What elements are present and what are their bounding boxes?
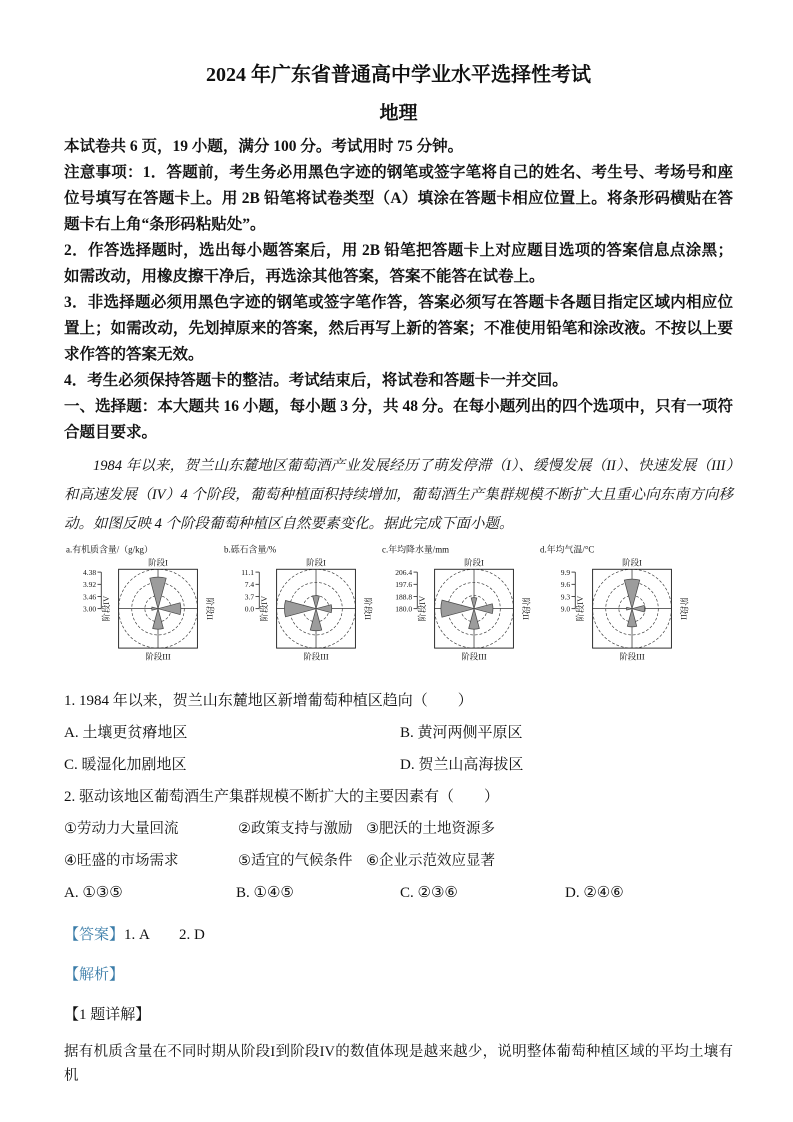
svg-text:188.8: 188.8 <box>395 592 413 602</box>
question-1-text: 1. 1984 年以来，贺兰山东麓地区新增葡萄种植区趋向（ ） <box>64 693 473 709</box>
wedge-阶段IV <box>284 601 316 617</box>
section-header: 一、选择题：本大题共 16 小题，每小题 3 分，共 48 分。在每小题列出的四个选项中，只有一项符合题目要求。 <box>64 398 733 441</box>
notice-paragraph-2: 2．作答选择题时，选出每小题答案后，用 2B 铅笔把答题卡上对应题目选项的答案信息点涂黑；如需改动，用橡皮擦干净后，再选涂其他答案，答案不能答在试卷上。 <box>64 242 733 285</box>
wedge-阶段IV <box>441 600 474 617</box>
svg-text:9.6: 9.6 <box>560 580 571 590</box>
question-1-options <box>64 723 733 776</box>
svg-text:阶段IV: 阶段IV <box>417 595 428 622</box>
svg-text:11.1: 11.1 <box>241 567 255 577</box>
svg-text:206.4: 206.4 <box>395 567 413 577</box>
svg-text:197.6: 197.6 <box>395 580 413 590</box>
svg-text:阶段III: 阶段III <box>461 651 487 662</box>
chart-title: b.砾石含量/% <box>224 544 277 555</box>
radar-chart-b <box>222 543 380 680</box>
notice-paragraph-1: 注意事项：1．答题前，考生务必用黑色字迹的钢笔或签字笔将自己的姓名、考生号、考场号和座位号填写在答题卡上。用 2B 铅笔将试卷类型（A）填涂在答题卡相应位置上。将条形码横贴在答题卡右上角“条形码粘贴处”。 <box>64 164 733 233</box>
svg-text:阶段I: 阶段I <box>464 557 484 568</box>
svg-text:3.00: 3.00 <box>82 604 97 614</box>
svg-text:0.0: 0.0 <box>244 604 255 614</box>
wedge-阶段III <box>310 609 321 631</box>
exam-title: 2024 年广东省普通高中学业水平选择性考试 <box>206 64 591 86</box>
wedge-阶段IV <box>152 607 158 610</box>
wedge-阶段I <box>471 598 477 609</box>
q2-option-a: A. ①③⑤ <box>64 885 123 901</box>
answer-label: 【答案】 <box>64 927 125 943</box>
chart-title: a.有机质含量/（g/kg） <box>66 544 153 555</box>
wedge-阶段III <box>627 609 636 627</box>
q2-option-c: C. ②③⑥ <box>400 885 458 901</box>
subject-title: 地理 <box>379 103 418 124</box>
wedge-阶段II <box>316 605 332 613</box>
question-2-items-row-1 <box>64 819 733 840</box>
svg-text:3.46: 3.46 <box>82 592 97 602</box>
q1-option-a: A. 土壤更贫瘠地区 <box>64 725 188 741</box>
radar-chart-c <box>380 543 538 680</box>
q1-option-b: B. 黄河两侧平原区 <box>400 725 523 741</box>
q2-item-1: ①劳动力大量回流 <box>64 821 179 837</box>
svg-text:阶段IV: 阶段IV <box>575 595 586 622</box>
svg-text:阶段IV: 阶段IV <box>101 595 112 622</box>
svg-text:阶段III: 阶段III <box>145 651 171 662</box>
detail-1-heading: 【1 题详解】 <box>64 1007 151 1023</box>
wedge-阶段II <box>474 604 493 614</box>
wedge-阶段III <box>153 609 164 630</box>
answer-values: 1. A 2. D <box>124 927 205 943</box>
figure-four-radar-charts <box>64 543 733 680</box>
analysis-label: 【解析】 <box>64 967 125 983</box>
svg-text:阶段I: 阶段I <box>622 557 642 568</box>
q2-item-6: ⑥企业示范效应显著 <box>366 853 495 869</box>
svg-text:4.38: 4.38 <box>82 567 97 577</box>
svg-text:阶段I: 阶段I <box>306 557 326 568</box>
svg-text:7.4: 7.4 <box>244 580 255 590</box>
notice-paragraph-3: 3．非选择题必须用黑色字迹的钢笔或签字笔作答，答案必须写在答题卡各题目指定区域内相应位置上；如需改动，先划掉原来的答案，然后再写上新的答案；不准使用铅笔和涂改液。不按以上要求作答的答案无效。 <box>64 294 733 363</box>
wedge-阶段II <box>158 603 181 615</box>
question-2-text: 2. 驱动该地区葡萄酒生产集群规模不断扩大的主要因素有（ ） <box>64 789 500 805</box>
svg-text:9.0: 9.0 <box>560 604 571 614</box>
answer-line <box>64 925 733 946</box>
notice-paragraph-4: 4．考生必须保持答题卡的整洁。考试结束后，将试卷和答题卡一并交回。 <box>64 372 568 389</box>
svg-text:阶段II: 阶段II <box>362 597 373 620</box>
q1-option-c: C. 暖湿化加剧地区 <box>64 757 187 773</box>
svg-text:3.7: 3.7 <box>244 592 255 602</box>
wedge-阶段IV <box>626 607 632 610</box>
q2-item-3: ③肥沃的土地资源多 <box>366 821 495 837</box>
svg-text:阶段III: 阶段III <box>303 651 329 662</box>
svg-text:阶段III: 阶段III <box>619 651 645 662</box>
radar-chart-d <box>538 543 696 680</box>
wedge-阶段I <box>150 577 166 609</box>
chart-title: d.年均气温/°C <box>540 544 595 555</box>
svg-text:阶段IV: 阶段IV <box>259 595 270 622</box>
q2-item-4: ④旺盛的市场需求 <box>64 853 179 869</box>
svg-text:阶段II: 阶段II <box>204 597 215 620</box>
q1-option-d: D. 贺兰山高海拔区 <box>400 757 524 773</box>
wedge-阶段I <box>313 596 320 609</box>
svg-text:阶段II: 阶段II <box>520 597 531 620</box>
svg-text:阶段II: 阶段II <box>678 597 689 620</box>
wedge-阶段I <box>624 579 639 609</box>
q2-option-b: B. ①④⑤ <box>236 885 294 901</box>
svg-text:3.92: 3.92 <box>82 580 97 590</box>
wedge-阶段III <box>469 609 480 630</box>
svg-text:180.0: 180.0 <box>395 604 413 614</box>
question-2-items-row-2 <box>64 851 733 872</box>
exam-info: 本试卷共 6 页，19 小题，满分 100 分。考试用时 75 分钟。 <box>64 138 464 155</box>
svg-text:9.9: 9.9 <box>560 567 571 577</box>
chart-title: c.年均降水量/mm <box>382 544 450 555</box>
detail-1-text: 据有机质含量在不同时期从阶段I到阶段IV的数值体现是越来越少，说明整体葡萄种植区域的平均土壤有机 <box>64 1044 733 1084</box>
radar-chart-a <box>64 543 222 680</box>
wedge-阶段II <box>632 605 645 612</box>
q2-item-2: ②政策支持与激励 <box>238 821 353 837</box>
q2-item-5: ⑤适宜的气候条件 <box>238 853 353 869</box>
question-2-options <box>64 883 733 904</box>
reading-passage: 1984 年以来，贺兰山东麓地区葡萄酒产业发展经历了萌发停滞（I）、缓慢发展（II）、快速发展（III）和高速发展（IV）4 个阶段，葡萄种植面积持续增加，葡萄酒生产集群规模不断扩大且重心向东南方向移动。如图反映 4 个阶段葡萄种植区自然要素变化。据此完成下面小题。 <box>64 458 733 532</box>
q2-option-d: D. ②④⑥ <box>565 885 624 901</box>
svg-text:阶段I: 阶段I <box>148 557 168 568</box>
svg-text:9.3: 9.3 <box>560 592 571 602</box>
